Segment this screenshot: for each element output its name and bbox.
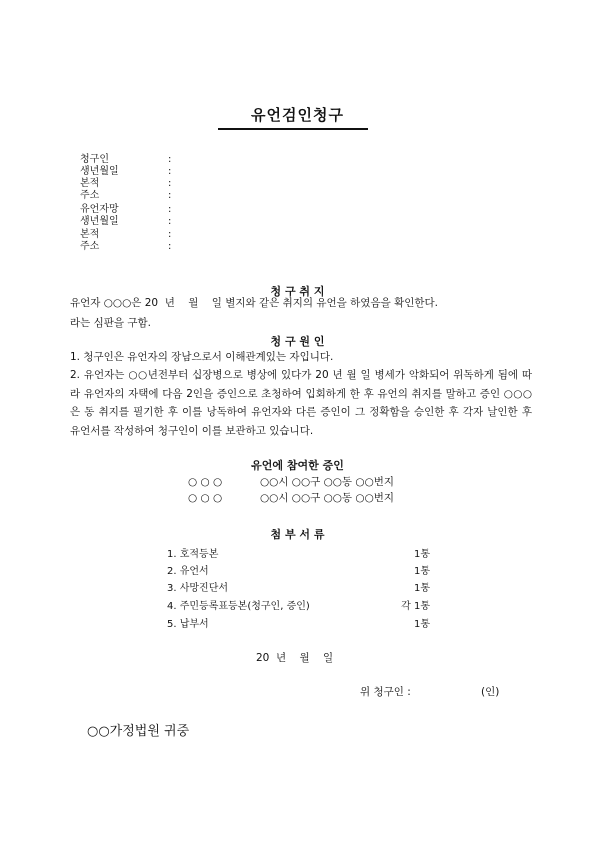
attachment-qty: 1통 xyxy=(413,549,430,560)
date-line: 20 년 월 일 xyxy=(256,652,334,664)
party-label: 청구인 xyxy=(80,154,109,165)
party-colon: : xyxy=(168,154,172,165)
witnesses-heading: 유언에 참여한 증인 xyxy=(251,459,344,472)
party-label: 주소 xyxy=(80,190,100,201)
attachment-qty: 1통 xyxy=(413,583,430,594)
title-underline xyxy=(218,128,368,130)
witness-name: ○ ○ ○ xyxy=(188,492,223,504)
party-colon: : xyxy=(168,190,172,201)
party-colon: : xyxy=(168,204,172,215)
attachment-label: 4. 주민등록표등본(청구인, 증인) xyxy=(167,601,310,612)
party-label: 본적 xyxy=(80,178,100,189)
attachment-qty: 각 1통 xyxy=(401,601,430,612)
attachment-label: 1. 호적등본 xyxy=(167,549,219,560)
attachment-qty: 1통 xyxy=(413,566,430,577)
party-colon: : xyxy=(168,166,172,177)
attachments-heading: 첨 부 서 류 xyxy=(270,528,325,541)
cause-heading: 청 구 원 인 xyxy=(270,335,325,348)
attachment-label: 3. 사망진단서 xyxy=(167,583,229,594)
purpose-heading: 청 구 취 지 xyxy=(270,285,325,298)
document-title: 유언검인청구 xyxy=(251,106,344,124)
party-label: 유언자망 xyxy=(80,204,119,215)
attachment-qty: 1통 xyxy=(413,619,430,630)
party-colon: : xyxy=(168,229,172,240)
witness-name: ○ ○ ○ xyxy=(188,476,223,488)
seal-mark: (인) xyxy=(481,686,500,698)
witness-address: ○○시 ○○구 ○○동 ○○번지 xyxy=(260,492,395,504)
cause-item: 2. 유언자는 ○○년전부터 십장병으로 병상에 있다가 20 년 월 일 병세가 악화되어 위독하게 됨에 따라 유언자의 자택에 다음 2인을 증인으로 초청하여 입회하게 한 후 유언의 취지를 말하고 증인 ○○○은 동 취지를 필기한 후 이를 낭독하여 유언자와 다른 증인이 그 정확함을 승인한 후 각자 날인한 후 유언서를 작성하여 청구인이 이를 보관하고 있습니다. xyxy=(70,369,532,437)
party-label: 주소 xyxy=(80,241,100,252)
party-colon: : xyxy=(168,241,172,252)
party-colon: : xyxy=(168,216,172,227)
court-recipient: ○○가정법원 귀중 xyxy=(87,724,190,739)
purpose-conclusion: 라는 심판을 구함. xyxy=(70,317,152,329)
party-label: 본적 xyxy=(80,229,100,240)
party-colon: : xyxy=(168,178,172,189)
purpose-text: 유언자 ○○○은 20 년 월 일 별지와 같은 취지의 유언을 하였음을 확인한다. xyxy=(70,297,438,309)
party-label: 생년월일 xyxy=(80,166,119,177)
witness-address: ○○시 ○○구 ○○동 ○○번지 xyxy=(260,476,395,488)
signature-label: 위 청구인 : xyxy=(360,686,411,698)
cause-item: 1. 청구인은 유언자의 장남으로서 이해관계있는 자입니다. xyxy=(70,351,334,363)
party-label: 생년월일 xyxy=(80,216,119,227)
attachment-label: 2. 유언서 xyxy=(167,566,209,577)
attachment-label: 5. 납부서 xyxy=(167,619,209,630)
